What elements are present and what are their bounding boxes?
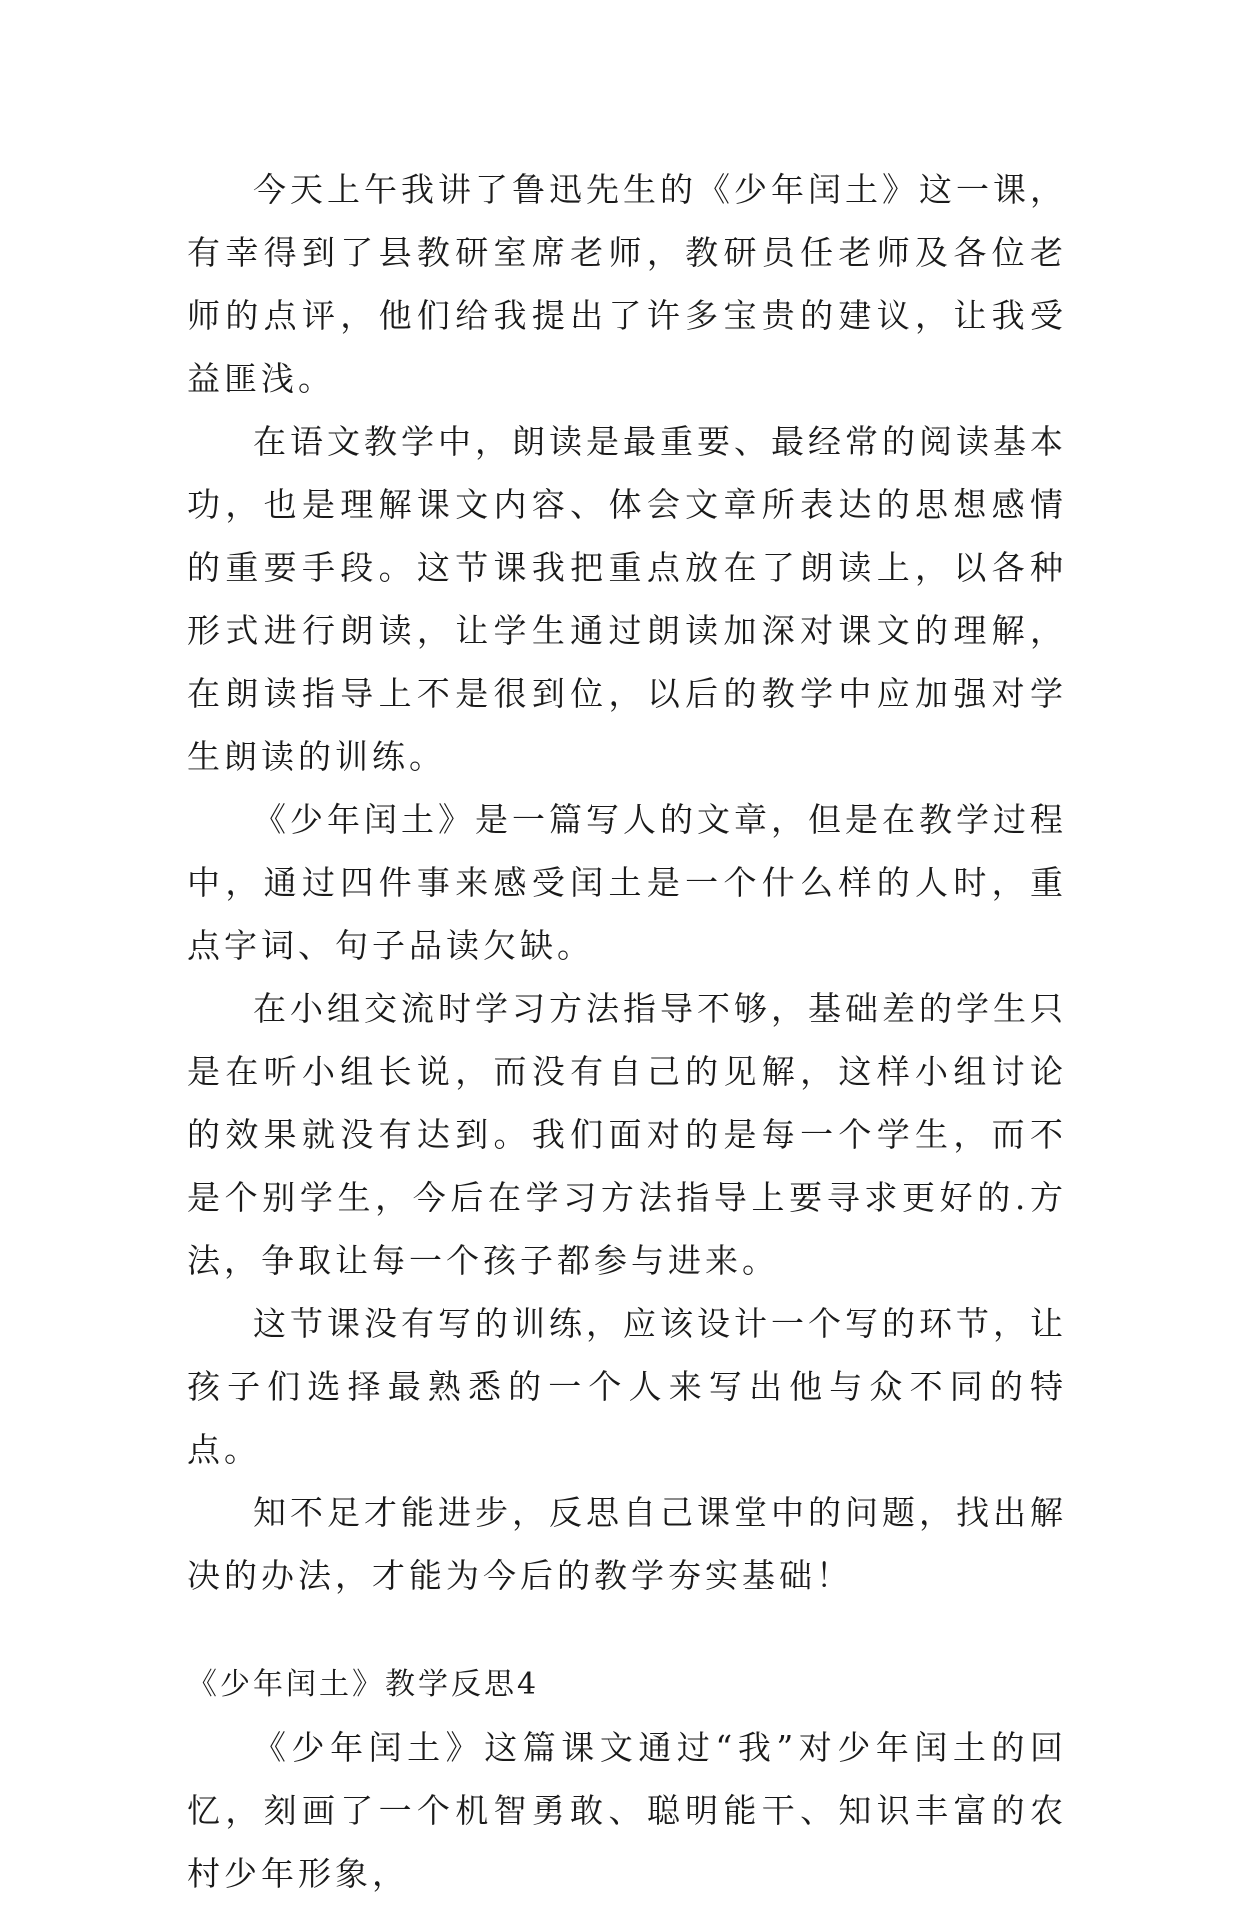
- document-body: [187, 158, 1067, 1905]
- section-heading: 《少年闰土》教学反思4: [187, 1667, 540, 1702]
- paragraph: 在语文教学中，朗读是最重要、最经常的阅读基本功，也是理解课文内容、体会文章所表达的思想感情的重要手段。这节课我把重点放在了朗读上，以各种形式进行朗读，让学生通过朗读加深对课文的理解，在朗读指导上不是很到位，以后的教学中应加强对学生朗读的训练。: [187, 422, 1067, 776]
- paragraph: 《少年闰土》是一篇写人的文章，但是在教学过程中，通过四件事来感受闰土是一个什么样的人时，重点字词、句子品读欠缺。: [187, 800, 1067, 965]
- paragraph: 在小组交流时学习方法指导不够，基础差的学生只是在听小组长说，而没有自己的见解，这样小组讨论的效果就没有达到。我们面对的是每一个学生，而不是个别学生，今后在学习方法指导上要寻求更好的.方法，争取让每一个孩子都参与进来。: [187, 989, 1067, 1280]
- paragraph: 《少年闰土》这篇课文通过“我”对少年闰土的回忆，刻画了一个机智勇敢、聪明能干、知识丰富的农村少年形象，: [187, 1728, 1067, 1893]
- paragraph: 这节课没有写的训练，应该设计一个写的环节，让孩子们选择最熟悉的一个人来写出他与众不同的特点。: [187, 1304, 1067, 1469]
- paragraph: 知不足才能进步，反思自己课堂中的问题，找出解决的办法，才能为今后的教学夯实基础！: [187, 1493, 1067, 1595]
- paragraph: 今天上午我讲了鲁迅先生的《少年闰土》这一课，有幸得到了县教研室席老师，教研员任老师及各位老师的点评，他们给我提出了许多宝贵的建议，让我受益匪浅。: [187, 170, 1067, 398]
